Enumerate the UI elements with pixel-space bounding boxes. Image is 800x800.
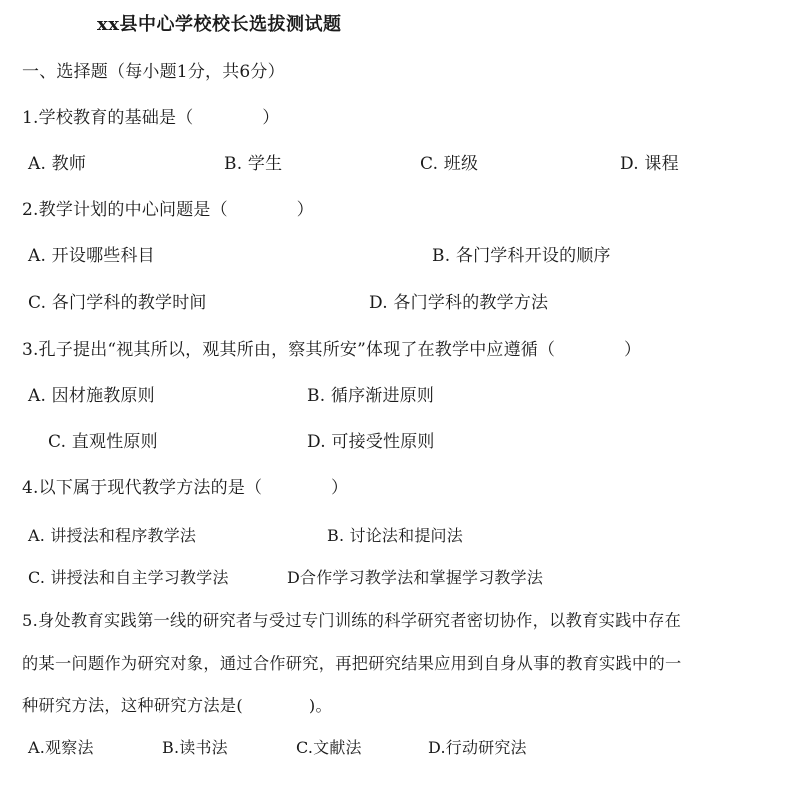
question-3-option-b: B. 循序渐进原则 [307, 386, 435, 406]
question-5-option-a: A.观察法 [28, 738, 94, 757]
question-5-stem-line-3: 种研究方法，这种研究方法是( )。 [22, 696, 333, 715]
question-4-stem: 4.以下属于现代教学方法的是（ ） [22, 478, 349, 498]
question-4-option-c: C. 讲授法和自主学习教学法 [28, 568, 229, 587]
question-5-option-b: B.读书法 [162, 738, 228, 757]
question-5-stem-line-2: 的某一问题作为研究对象，通过合作研究，再把研究结果应用到自身从事的教育实践中的一 [22, 654, 682, 673]
question-2-option-d: D. 各门学科的教学方法 [369, 293, 549, 313]
exam-title: xx县中心学校校长选拔测试题 [97, 14, 342, 35]
question-5-stem-line-1: 5.身处教育实践第一线的研究者与受过专门训练的科学研究者密切协作，以教育实践中存在 [22, 611, 682, 630]
question-1-option-a: A. 教师 [28, 154, 87, 174]
section-heading: 一、选择题（每小题1分，共6分） [22, 62, 285, 82]
question-4-option-a: A. 讲授法和程序教学法 [28, 526, 197, 545]
question-5-option-d: D.行动研究法 [428, 738, 527, 757]
question-2-option-c: C. 各门学科的教学时间 [28, 293, 207, 313]
question-3-option-c: C. 直观性原则 [48, 432, 158, 452]
question-2-option-a: A. 开设哪些科目 [28, 246, 155, 266]
question-1-option-c: C. 班级 [420, 154, 479, 174]
question-3-option-a: A. 因材施教原则 [28, 386, 155, 406]
question-1-option-b: B. 学生 [224, 154, 283, 174]
question-1-option-d: D. 课程 [620, 154, 679, 174]
question-2-option-b: B. 各门学科开设的顺序 [432, 246, 611, 266]
question-1-stem: 1.学校教育的基础是（ ） [22, 108, 280, 128]
question-4-option-d: D合作学习教学法和掌握学习教学法 [287, 568, 544, 587]
question-3-option-d: D. 可接受性原则 [307, 432, 435, 452]
question-3-stem: 3.孔子提出“视其所以，观其所由，察其所安”体现了在教学中应遵循（ ） [22, 340, 642, 360]
question-2-stem: 2.教学计划的中心问题是（ ） [22, 200, 314, 220]
question-5-option-c: C.文献法 [296, 738, 362, 757]
question-4-option-b: B. 讨论法和提问法 [327, 526, 463, 545]
